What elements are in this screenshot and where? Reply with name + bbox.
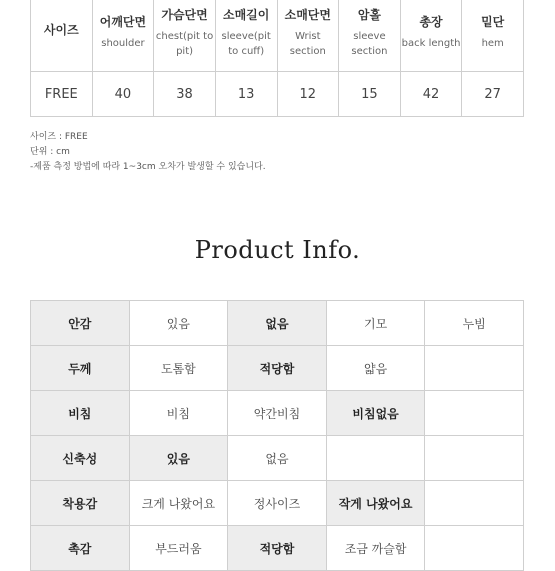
hem-col-en: hem	[481, 38, 504, 49]
product-info-option: 얇음	[326, 346, 425, 391]
product-info-label: 촉감	[31, 526, 130, 571]
product-info-option: 조금 까슬함	[326, 526, 425, 571]
product-info-option: 정사이즈	[228, 481, 327, 526]
length-col-en: back length	[401, 38, 461, 49]
chest-value: 38	[154, 72, 216, 117]
product-info-option: 부드러움	[129, 526, 228, 571]
product-info-option	[425, 481, 524, 526]
product-info-option	[425, 436, 524, 481]
armhole-col-en: sleeve section	[351, 30, 388, 57]
wrist-col-ko: 소매단면	[284, 7, 331, 22]
chest-col-header	[154, 0, 216, 72]
product-info-option: 크게 나왔어요	[129, 481, 228, 526]
product-info-option: 도톰함	[129, 346, 228, 391]
product-info-label: 두께	[31, 346, 130, 391]
product-info-row	[31, 346, 524, 391]
product-info-option-selected: 비침없음	[326, 391, 425, 436]
wrist-col-en: Wrist section	[289, 30, 326, 57]
product-info-option-selected: 적당함	[228, 346, 327, 391]
shoulder-col-ko: 어깨단면	[99, 15, 147, 29]
note-tolerance: -제품 측정 방법에 따라 1~3cm 오차가 발생할 수 있습니다.	[30, 162, 266, 172]
armhole-col-ko: 암홀	[357, 7, 382, 22]
shoulder-col-header	[92, 0, 154, 72]
chest-col-en: chest(pit to pit)	[155, 30, 214, 57]
product-info-option	[425, 346, 524, 391]
shoulder-value: 40	[92, 72, 154, 117]
product-info-label: 안감	[31, 301, 130, 346]
sleeve-length-col-ko: 소매길이	[223, 7, 270, 22]
wrist-col-header	[277, 0, 339, 72]
product-info-option: 기모	[326, 301, 425, 346]
length-value: 42	[400, 72, 462, 117]
hem-col-ko: 밑단	[481, 15, 505, 29]
armhole-value: 15	[339, 72, 401, 117]
sleeve-length-col-header	[215, 0, 277, 72]
armhole-col-header	[339, 0, 401, 72]
product-info-option: 있음	[129, 301, 228, 346]
sleeve-length-value: 13	[215, 72, 277, 117]
hem-value: 27	[462, 72, 524, 117]
product-info-option: 누빔	[425, 301, 524, 346]
note-unit: 단위 : cm	[30, 147, 70, 157]
product-info-option	[425, 391, 524, 436]
product-info-option: 약간비침	[228, 391, 327, 436]
chest-col-ko: 가슴단면	[161, 7, 208, 22]
product-info-row	[31, 391, 524, 436]
product-info-table	[30, 300, 524, 571]
size-col-header	[31, 0, 93, 72]
size-table-row	[31, 72, 524, 117]
wrist-value: 12	[277, 72, 339, 117]
product-info-label: 신축성	[31, 436, 130, 481]
size-value: FREE	[31, 72, 93, 117]
length-col-header	[400, 0, 462, 72]
sleeve-length-col-en: sleeve(pit to cuff)	[221, 30, 271, 57]
product-info-label: 착용감	[31, 481, 130, 526]
note-size: 사이즈 : FREE	[30, 132, 88, 142]
product-info-option	[425, 526, 524, 571]
product-info-option-selected: 없음	[228, 301, 327, 346]
size-table-header-row	[31, 0, 524, 72]
product-info-row	[31, 301, 524, 346]
size-table	[30, 0, 524, 117]
product-info-option: 비침	[129, 391, 228, 436]
product-info-row	[31, 526, 524, 571]
product-info-option-selected: 적당함	[228, 526, 327, 571]
size-col-ko: 사이즈	[43, 22, 79, 37]
hem-col-header	[462, 0, 524, 72]
length-col-ko: 총장	[419, 15, 443, 29]
shoulder-col-en: shoulder	[101, 38, 145, 49]
product-info-title: Product Info.	[194, 236, 361, 264]
size-notes	[30, 130, 266, 175]
product-info-label: 비침	[31, 391, 130, 436]
product-info-option-selected: 작게 나왔어요	[326, 481, 425, 526]
product-info-row	[31, 481, 524, 526]
product-info-option: 없음	[228, 436, 327, 481]
product-info-option-selected: 있음	[129, 436, 228, 481]
product-info-row	[31, 436, 524, 481]
product-info-option	[326, 436, 425, 481]
